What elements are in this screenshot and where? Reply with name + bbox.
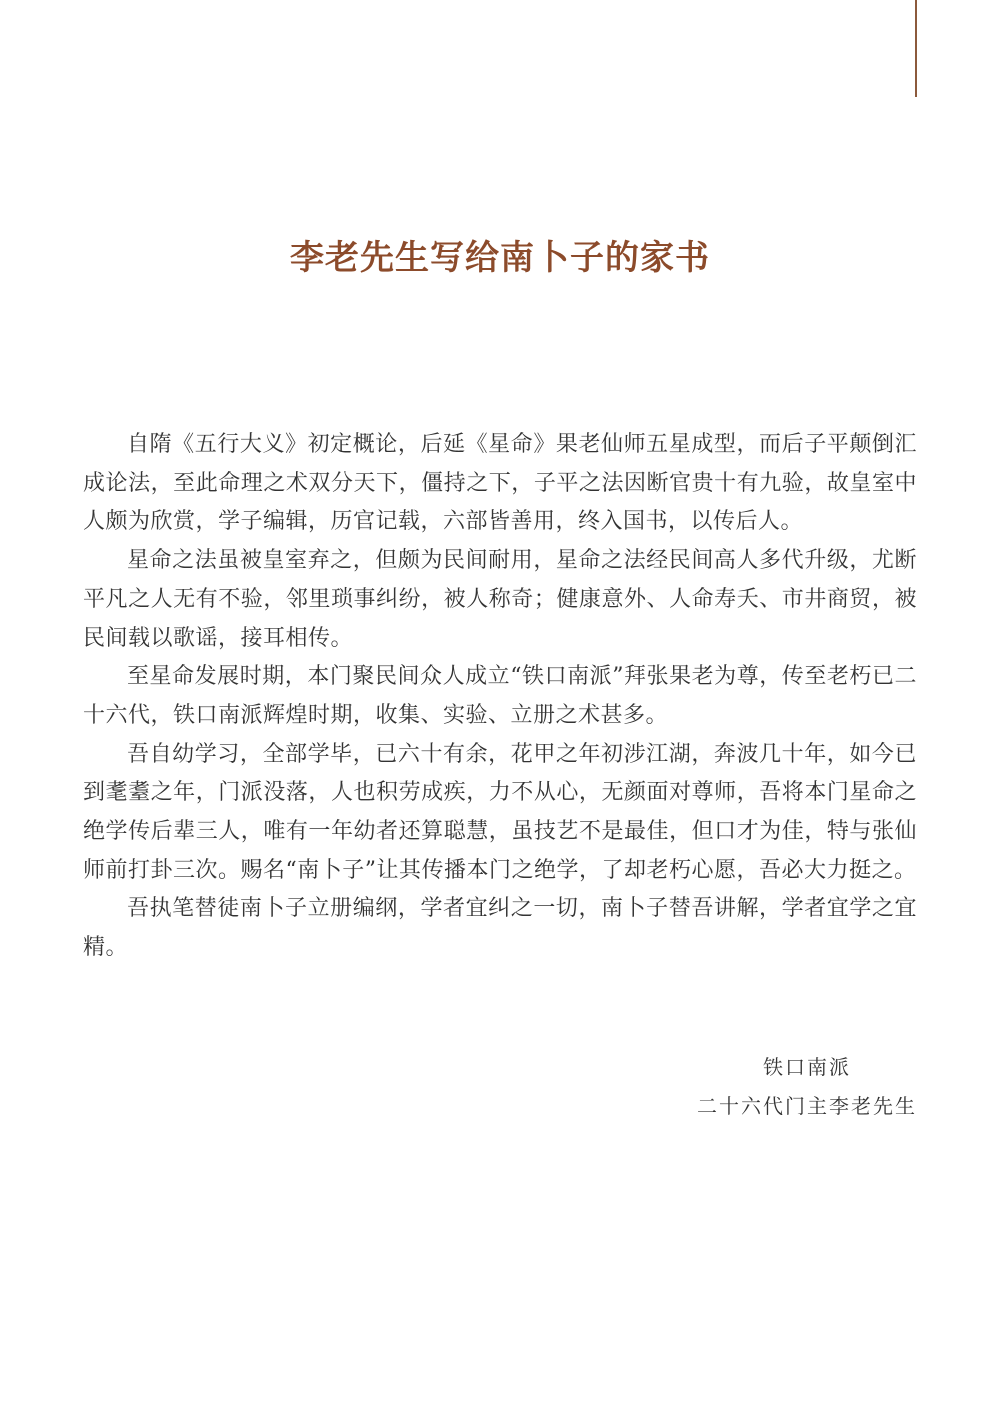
page-title: 李老先生写给南卜子的家书 — [290, 238, 710, 278]
paragraph: 吾执笔替徒南卜子立册编纲，学者宜纠之一切，南卜子替吾讲解，学者宜学之宜精。 — [83, 896, 917, 961]
page-edge-line — [915, 0, 917, 97]
paragraph: 至星命发展时期，本门聚民间众人成立“铁口南派”拜张果老为尊，传至老朽已二十六代，铁口南派辉煌时期，收集、实验、立册之术甚多。 — [83, 664, 917, 728]
signature-author: 二十六代门主李老先生 — [697, 1094, 917, 1118]
paragraph: 自隋《五行大义》初定概论，后延《星命》果老仙师五星成型，而后子平颠倒汇成论法，至此命理之术双分天下，僵持之下，子平之法因断官贵十有九验，故皇室中人颇为欣赏，学子编辑，历官记载，六部皆善用，终入国书，以传后人。 — [83, 432, 917, 535]
paragraph: 吾自幼学习，全部学毕，已六十有余，花甲之年初涉江湖，奔波几十年，如今已到耄耋之年，门派没落，人也积劳成疾，力不从心，无颜面对尊师，吾将本门星命之绝学传后辈三人，唯有一年幼者还算聪慧，虽技艺不是最佳，但口才为佳，特与张仙师前打卦三次。赐名“南卜子”让其传播本门之绝学，了却老朽心愿，吾必大力挺之。 — [83, 741, 917, 883]
letter-body — [83, 426, 917, 968]
paragraph: 星命之法虽被皇室弃之，但颇为民间耐用，星命之法经民间高人多代升级，尤断平凡之人无有不验，邻里琐事纠纷，被人称奇；健康意外、人命寿夭、市井商贸，被民间载以歌谣，接耳相传。 — [83, 548, 917, 651]
signature-block — [690, 1048, 924, 1126]
signature-school: 铁口南派 — [763, 1055, 851, 1079]
